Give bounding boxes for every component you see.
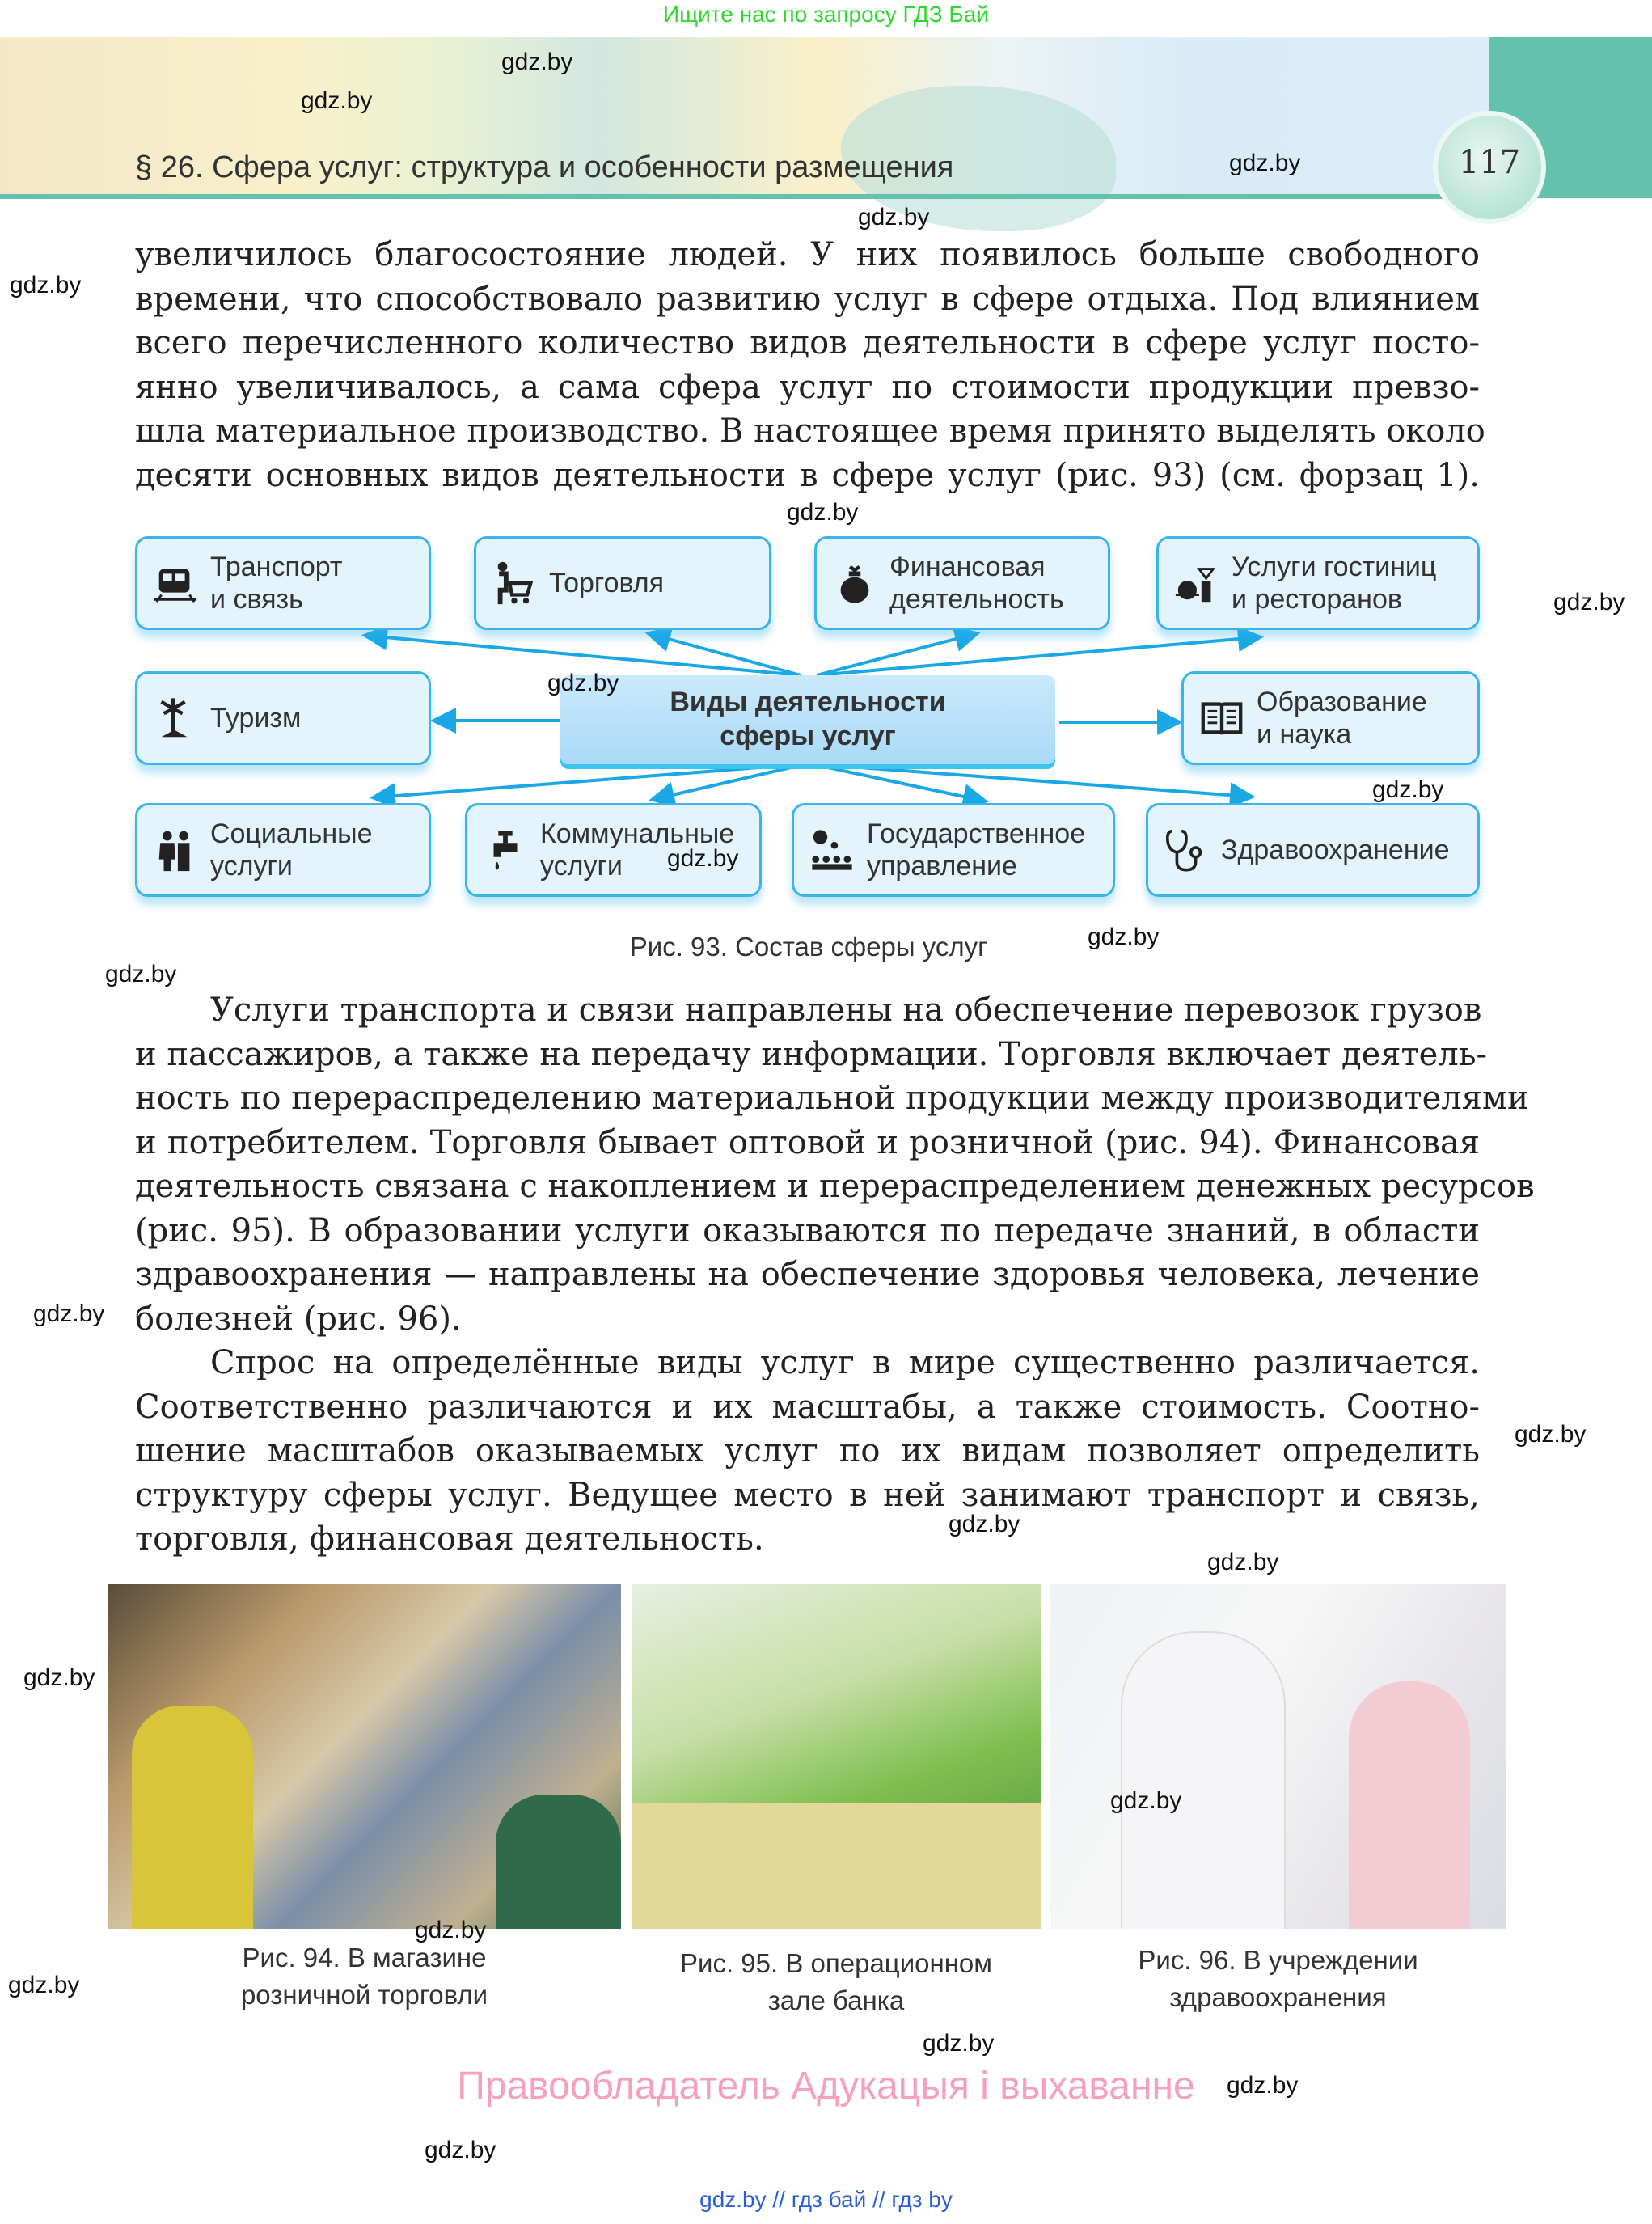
watermark: gdz.by [1088, 924, 1160, 950]
box-government [792, 803, 1115, 897]
watermark: gdz.by [425, 2137, 496, 2163]
caption-line: розничной торговли [240, 1980, 488, 2010]
box-label: Торговля [549, 568, 665, 598]
watermark: gdz.by [667, 845, 739, 872]
box-label: Социальные [210, 818, 373, 849]
box-label: Финансовая [889, 552, 1046, 582]
box-label: услуги [540, 851, 623, 882]
watermark: gdz.by [10, 272, 82, 298]
box-label: Транспорт [210, 552, 343, 582]
footer-links[interactable]: gdz.by // гдз бай // гдз by [699, 2187, 953, 2212]
text-line: здравоохранения — направлены на обеспечение здоровья человека, лечение [135, 1256, 1480, 1293]
text-line: деятельность связана с накоплением и перераспределением денежных ресурсов [135, 1168, 1535, 1205]
box-education [1181, 671, 1480, 765]
text-line: ность по перераспределению материальной продукции между производителями [135, 1080, 1529, 1117]
watermark: gdz.by [415, 1917, 487, 1943]
restaurant-icon [1173, 560, 1220, 607]
box-label: Коммунальные [540, 818, 735, 849]
watermark: gdz.by [547, 670, 619, 696]
diagram-center-node [560, 675, 1055, 764]
box-label: Туризм [210, 703, 302, 734]
family-icon [152, 827, 199, 873]
book-icon [1198, 695, 1245, 742]
palm-tree-icon [152, 695, 199, 742]
page-number: 117 [1458, 144, 1521, 181]
figure-96-caption [1050, 1942, 1506, 2016]
faucet-icon [482, 827, 529, 873]
caption-line: Рис. 95. В операционном [680, 1948, 992, 1978]
paragraph-2 [135, 988, 1535, 1341]
box-tourism [135, 671, 431, 765]
center-label: сферы услуг [720, 721, 896, 751]
watermark: gdz.by [1207, 1549, 1279, 1575]
watermark: gdz.by [501, 49, 573, 75]
stethoscope-icon [1163, 827, 1210, 873]
box-label: Здравоохранение [1221, 835, 1450, 865]
box-label: Образование [1257, 687, 1427, 717]
text-line: структуру сферы услуг. Ведущее место в ней занимают транспорт и связь, [135, 1476, 1480, 1514]
box-label: и наука [1257, 719, 1352, 750]
figure-93-caption: Рис. 93. Состав сферы услуг [629, 932, 988, 962]
photo-store-checkout [108, 1584, 621, 1929]
watermark: gdz.by [923, 2030, 995, 2057]
watermark: gdz.by [949, 1511, 1020, 1537]
box-hotels [1156, 536, 1480, 630]
arrow [817, 637, 1257, 675]
paragraph-3 [135, 1341, 1480, 1562]
text-line: и пассажиров, а также на передачу информации. Торговля включает деятель- [135, 1035, 1487, 1073]
text-line: времени, что способствовало развитию услуг в сфере отдыха. Под влиянием [135, 280, 1480, 318]
box-label: Государственное [867, 818, 1086, 849]
center-label: Виды деятельности [670, 687, 946, 717]
watermark: gdz.by [1229, 150, 1301, 176]
text-line: (рис. 95). В образовании услуги оказываются по передаче знаний, в области [135, 1211, 1480, 1249]
box-label: услуги [210, 851, 293, 882]
box-label: и связь [210, 584, 303, 615]
box-label: деятельность [889, 584, 1064, 615]
watermark: gdz.by [1515, 1421, 1587, 1448]
photo-bank-hall [632, 1584, 1041, 1929]
figure-95-caption [632, 1945, 1041, 2019]
shopping-cart-icon [491, 560, 538, 607]
box-transport [135, 536, 431, 630]
figure-94-caption [108, 1939, 621, 2014]
search-hint: Ищите нас по запросу ГДЗ Бай [662, 2, 990, 27]
people-icon [809, 827, 856, 873]
box-label: Услуги гостиниц [1232, 552, 1437, 582]
box-healthcare [1146, 803, 1480, 897]
text-line: болезней (рис. 96). [135, 1300, 462, 1338]
watermark: gdz.by [1110, 1787, 1182, 1814]
text-line: Спрос на определённые виды услуг в мире существенно различается. [210, 1344, 1480, 1381]
caption-line: Рис. 96. В учреждении [1138, 1945, 1418, 1975]
box-label: управление [867, 851, 1017, 882]
text-line: шение масштабов оказываемых услуг по их видам позволяет определить [135, 1432, 1480, 1469]
text-line: всего перечисленного количество видов деятельности в сфере услуг посто- [135, 324, 1480, 362]
box-label: и ресторанов [1232, 584, 1402, 615]
watermark: gdz.by [1372, 776, 1444, 803]
watermark: gdz.by [787, 499, 859, 526]
money-bag-icon [831, 560, 878, 607]
text-line: янно увеличивалось, а сама сфера услуг по стоимости продукции превзо- [135, 368, 1480, 406]
watermark: gdz.by [301, 87, 373, 114]
page-title: § 26. Сфера услуг: структура и особенности размещения [135, 150, 954, 184]
copyright-notice: Правообладатель Адукацыя і выхаванне [457, 2065, 1195, 2108]
caption-line: здравоохранения [1169, 1982, 1387, 2012]
text-line: десяти основных видов деятельности в сфере услуг (рис. 93) (см. форзац 1). [135, 456, 1480, 494]
box-finance [814, 536, 1110, 630]
text-line: увеличилось благосостояние людей. У них появилось больше свободного [135, 236, 1480, 273]
watermark: gdz.by [1553, 589, 1625, 615]
watermark: gdz.by [858, 204, 930, 230]
watermark: gdz.by [23, 1664, 95, 1691]
photo-doctor-child [1050, 1584, 1506, 1929]
text-line: и потребителем. Торговля бывает оптовой и розничной (рис. 94). Финансовая [135, 1123, 1480, 1161]
text-line: Услуги транспорта и связи направлены на обеспечение перевозок грузов [210, 991, 1482, 1029]
watermark: gdz.by [1227, 2072, 1299, 2099]
watermark: gdz.by [105, 961, 177, 987]
caption-line: Рис. 94. В магазине [242, 1943, 487, 1972]
watermark: gdz.by [33, 1300, 105, 1327]
watermark: gdz.by [8, 1972, 80, 1998]
box-trade [474, 536, 771, 630]
text-line: Соответственно различаются и их масштабы, а также стоимость. Соотно- [135, 1388, 1480, 1426]
text-line: торговля, финансовая деятельность. [135, 1520, 764, 1558]
text-line: шла материальное производство. В настоящее время принято выделять около [135, 412, 1485, 450]
train-icon [152, 560, 199, 607]
box-social [135, 803, 431, 897]
caption-line: зале банка [767, 1985, 905, 2015]
